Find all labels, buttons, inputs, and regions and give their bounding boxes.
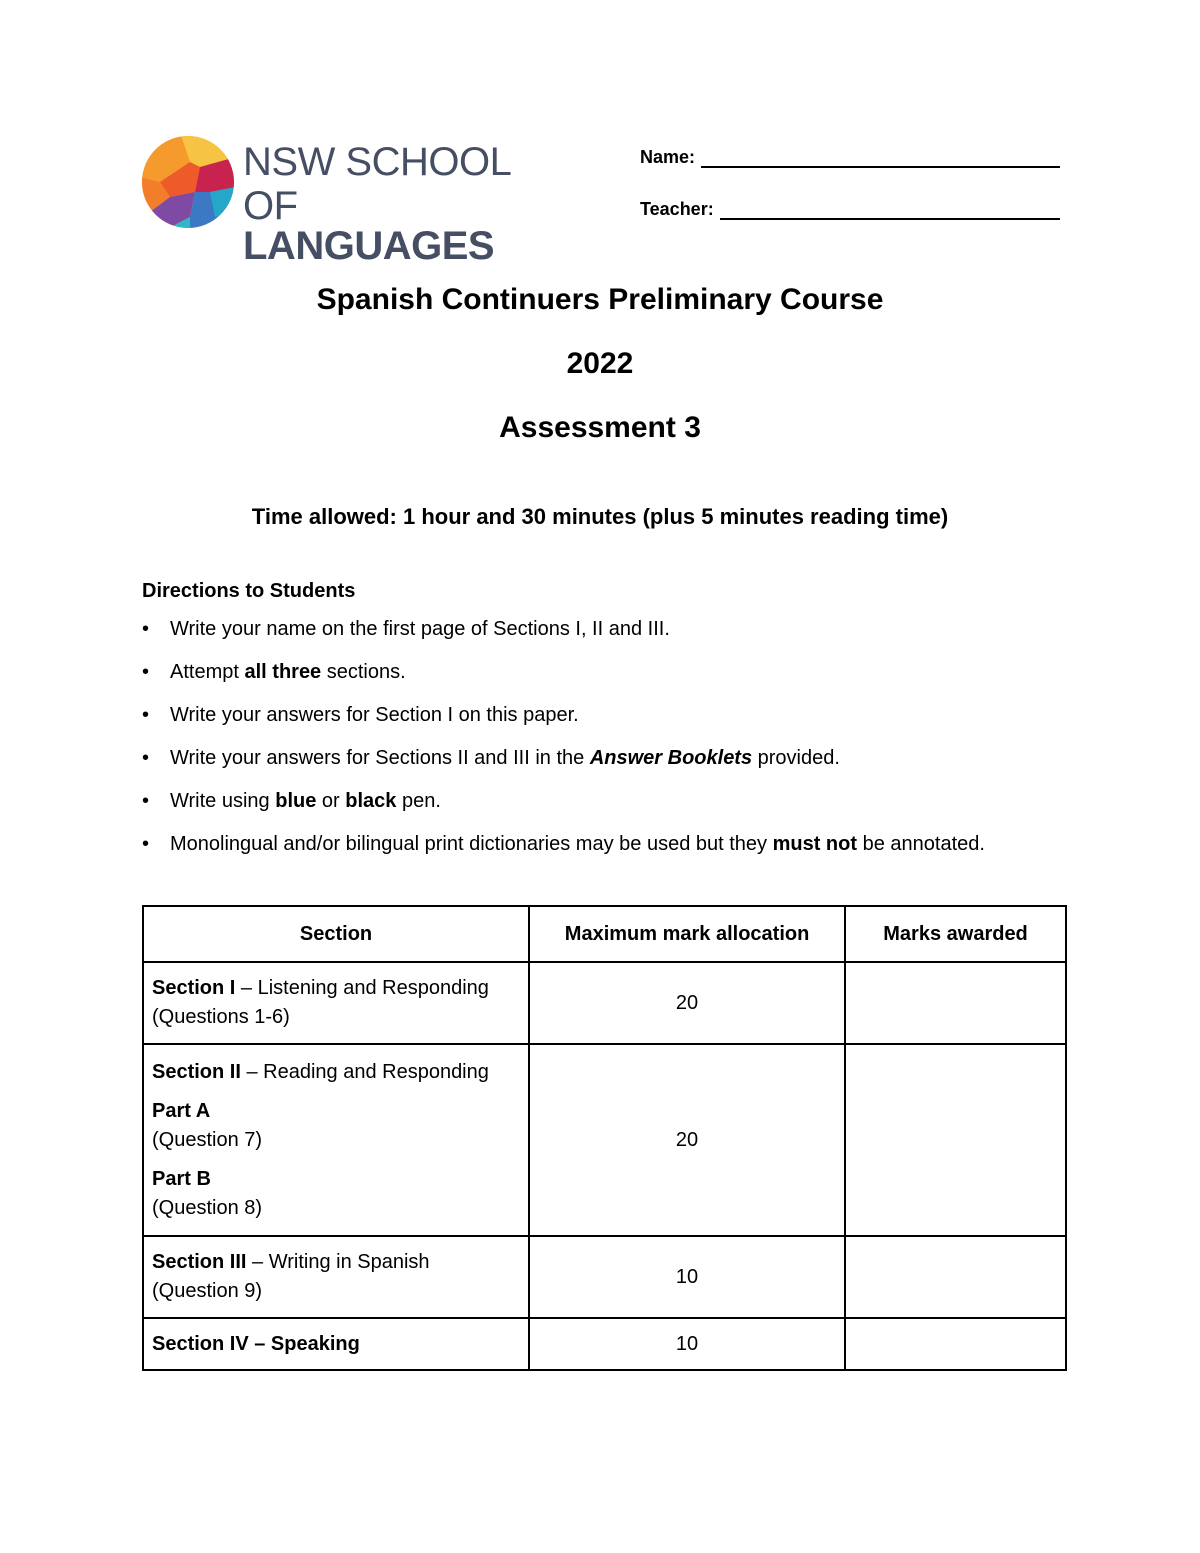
section-name: Section IV – Speaking xyxy=(152,1332,360,1355)
max-marks-cell: 10 xyxy=(529,1318,845,1370)
bullet-icon: • xyxy=(142,790,150,812)
section-name: Section I xyxy=(152,977,236,999)
marks-table xyxy=(142,905,1067,1371)
year-title: 2022 xyxy=(566,347,634,380)
direction-text: Write your name on the first page of Sections I, II and III. xyxy=(170,618,670,640)
table-row xyxy=(143,1044,1066,1236)
bullet-icon: • xyxy=(142,661,150,683)
bullet-icon: • xyxy=(142,833,150,855)
teacher-line[interactable] xyxy=(720,200,1060,220)
section-name: Section III xyxy=(152,1251,247,1273)
part-b-label: Part B xyxy=(152,1167,211,1190)
table-row xyxy=(143,1236,1066,1318)
list-item xyxy=(142,787,1002,815)
bullet-icon: • xyxy=(142,618,150,640)
list-item xyxy=(142,701,1002,729)
max-marks-cell: 10 xyxy=(529,1236,845,1318)
directions-section xyxy=(142,580,1002,873)
marks-awarded-cell[interactable] xyxy=(845,1318,1066,1370)
section-cell xyxy=(143,1318,529,1370)
logo-line-2-of: OF xyxy=(243,184,298,228)
teacher-field[interactable] xyxy=(640,194,1060,220)
bullet-icon: • xyxy=(142,704,150,726)
section-name: Section II xyxy=(152,1060,241,1083)
section-questions: (Questions 1-6) xyxy=(152,1006,290,1028)
logo-line-2-languages: LANGUAGES xyxy=(243,224,495,268)
direction-text: Write using blue or black pen. xyxy=(170,790,441,812)
directions-list xyxy=(142,615,1002,858)
header-section: Section xyxy=(143,906,529,962)
course-title: Spanish Continuers Preliminary Course xyxy=(316,283,884,316)
name-line[interactable] xyxy=(701,148,1060,168)
logo-mark-icon xyxy=(140,132,236,230)
section-desc: – Writing in Spanish xyxy=(246,1251,430,1273)
logo-line-2 xyxy=(243,186,540,266)
marks-awarded-cell[interactable] xyxy=(845,962,1066,1044)
directions-heading: Directions to Students xyxy=(142,580,356,602)
direction-text: Write your answers for Sections II and III in the Answer Booklets provided. xyxy=(170,747,840,769)
direction-text: Attempt all three sections. xyxy=(170,661,406,683)
marks-awarded-cell[interactable] xyxy=(845,1236,1066,1318)
max-marks-cell: 20 xyxy=(529,1044,845,1236)
section-questions: (Question 9) xyxy=(152,1280,263,1302)
school-logo xyxy=(140,132,540,268)
bullet-icon: • xyxy=(142,747,150,769)
logo-line-1: NSW SCHOOL xyxy=(243,140,512,184)
list-item xyxy=(142,830,1002,858)
list-item xyxy=(142,744,1002,772)
marks-awarded-cell[interactable] xyxy=(845,1044,1066,1236)
section-cell xyxy=(143,1044,529,1236)
list-item xyxy=(142,658,1002,686)
part-b-questions: (Question 8) xyxy=(152,1196,263,1219)
student-fields xyxy=(640,142,1060,246)
section-cell xyxy=(143,962,529,1044)
max-marks-cell: 20 xyxy=(529,962,845,1044)
direction-text: Write your answers for Section I on this paper. xyxy=(170,704,579,726)
name-field[interactable] xyxy=(640,142,1060,168)
time-allowed: Time allowed: 1 hour and 30 minutes (plus 5 minutes reading time) xyxy=(251,504,949,529)
header-max-marks: Maximum mark allocation xyxy=(529,906,845,962)
part-a-label: Part A xyxy=(152,1099,211,1122)
list-item xyxy=(142,615,1002,643)
direction-text: Monolingual and/or bilingual print dictionaries may be used but they must not be annotated. xyxy=(170,833,985,855)
teacher-label: Teacher: xyxy=(640,199,714,219)
section-cell xyxy=(143,1236,529,1318)
logo-wordmark xyxy=(243,142,540,266)
name-label: Name: xyxy=(640,147,696,167)
part-a-questions: (Question 7) xyxy=(152,1128,263,1151)
assessment-title: Assessment 3 xyxy=(499,411,701,444)
table-header-row xyxy=(143,906,1066,962)
table-row xyxy=(143,962,1066,1044)
table-row xyxy=(143,1318,1066,1370)
section-desc: – Listening and Responding xyxy=(235,977,489,999)
header-marks-awarded: Marks awarded xyxy=(845,906,1066,962)
section-desc: – Reading and Responding xyxy=(240,1060,489,1083)
